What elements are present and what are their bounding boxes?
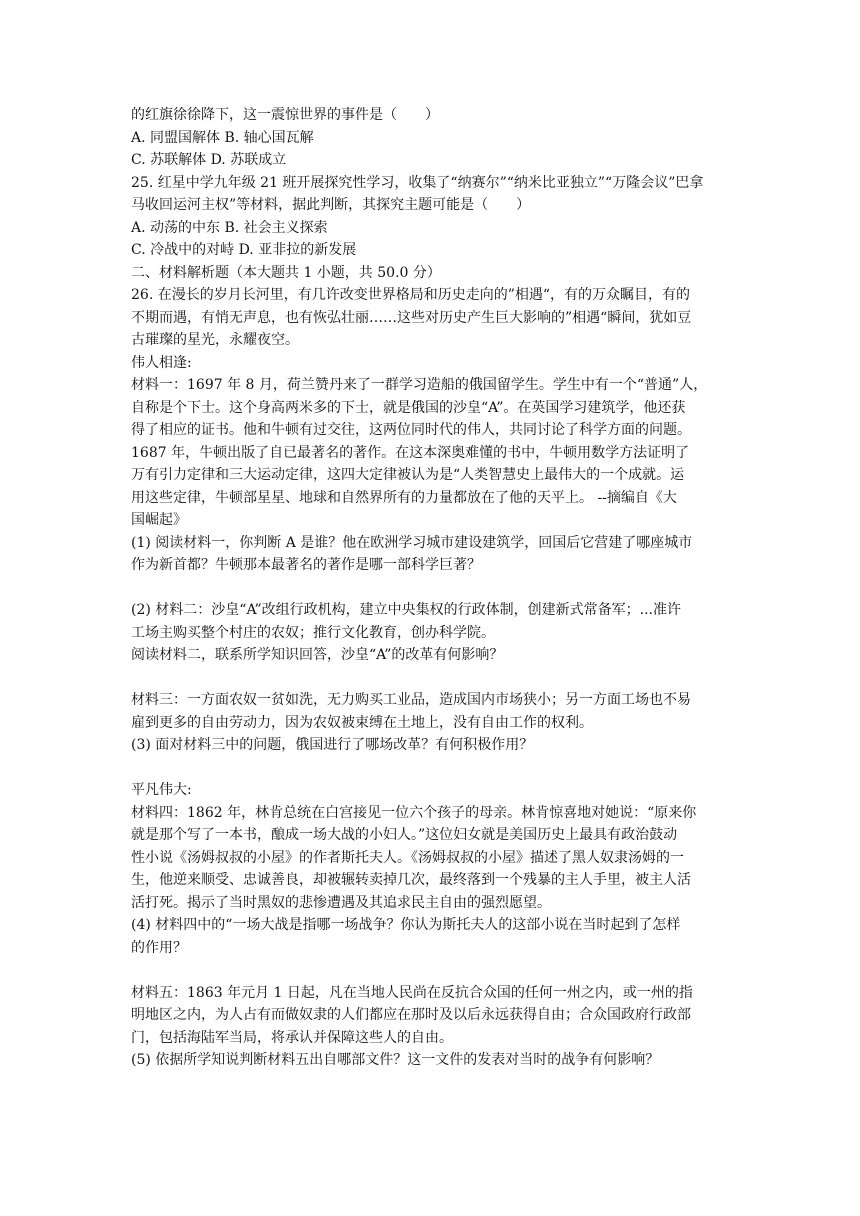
text-line: 工场主购买整个村庄的农奴；推行文化教育，创办科学院。: [131, 624, 495, 641]
document-page: [131, 104, 721, 1072]
text-line: 材料五：1863 年元月 1 日起，凡在当地人民尚在反抗合众国的任何一州之内，或一州的指: [131, 984, 693, 1001]
text-line: 作为新首都？牛顿那本最著名的著作是哪一部科学巨著？: [131, 557, 481, 573]
text-line: 二、材料解析题（本大题共 1 小题，共 50.0 分）: [131, 264, 441, 281]
text-line: A. 动荡的中东 B. 社会主义探索: [131, 219, 328, 236]
text-line: 25. 红星中学九年级 21 班开展探究性学习，收集了“纳赛尔”“纳米比亚独立”“万隆会议”巴拿: [131, 174, 704, 191]
text-line: 26. 在漫长的岁月长河里，有几许改变世界格局和历史走向的”相遇“，有的万众瞩目，有的: [131, 287, 691, 303]
text-line: 材料一：1697 年 8 月，荷兰赞丹来了一群学习造船的俄国留学生。学生中有一个“普通”人，: [131, 377, 708, 393]
text-line: 材料三：一方面农奴一贫如洗，无力购买工业品，造成国内市场狭小；另一方面工场也不易: [131, 692, 691, 708]
text-line: (4) 材料四中的“一场大战是指哪一场战争？你认为斯托夫人的这部小说在当时起到了怎样: [131, 917, 681, 933]
blank-line: [131, 757, 721, 780]
text-line: 材料四：1862 年，林肯总统在白宫接见一位六个孩子的母亲。林肯惊喜地对她说：“原来你: [131, 804, 697, 821]
text-line: 雇到更多的自由劳动力，因为农奴被束缚在土地上，没有自由工作的权利。: [131, 714, 593, 731]
text-line: 马收回运河主权”等材料，据此判断，其探究主题可能是（ ）: [131, 197, 531, 213]
text-line: 的红旗徐徐降下，这一震惊世界的事件是（ ）: [131, 107, 439, 123]
text-line: C. 苏联解体 D. 苏联成立: [131, 152, 287, 168]
text-line: 生，他逆来顺受、忠诚善良，却被辗转卖掉几次，最终落到一个残暴的主人手里，被主人活: [131, 872, 691, 888]
text-line: 用这些定律，牛顿部星星、地球和自然界所有的力量都放在了他的天平上。 --摘编自《大: [131, 489, 677, 506]
text-line: C. 冷战中的对峙 D. 亚非拉的新发展: [131, 242, 357, 258]
text-line: 万有引力定律和三大运动定律，这四大定律被认为是“人类智慧史上最伟大的一个成就。运: [131, 467, 685, 483]
text-line: 古璀璨的星光，永耀夜空。: [131, 332, 299, 348]
text-line: 得了相应的证书。他和牛顿有过交往，这两位同时代的伟人，共同讨论了科学方面的问题。: [131, 422, 691, 438]
text-line: (2) 材料二：沙皇“A”改组行政机构，建立中央集权的行政体制，创建新式常备军；...准许: [131, 602, 681, 618]
text-line: 的作用？: [131, 939, 187, 956]
text-line: (3) 面对材料三中的问题，俄国进行了哪场改革？有何积极作用？: [131, 737, 534, 753]
text-line: 不期而遇，有悄无声息，也有恢弘壮丽……这些对历史产生巨大影响的”相遇“瞬间，犹如豆: [131, 309, 692, 326]
blank-line: [131, 667, 721, 690]
text-line: 性小说《汤姆叔叔的小屋》的作者斯托夫人。《汤姆叔叔的小屋》描述了黑人奴隶汤姆的一: [131, 849, 684, 866]
text-line: 活打死。揭示了当时黑奴的悲惨遭遇及其追求民主自由的强烈愿望。: [131, 894, 551, 911]
blank-line: [131, 577, 721, 600]
text-line: 自称是个下士。这个身高两米多的下士，就是俄国的沙皇“A”。在英国学习建筑学，他还获: [131, 399, 686, 416]
text-line: 国崛起》: [131, 512, 187, 528]
blank-line: [131, 959, 721, 982]
text-line: 阅读材料二，联系所学知识回答，沙皇“A”的改革有何影响？: [131, 647, 504, 663]
text-line: (1) 阅读材料一，你判断 A 是谁？他在欧洲学习城市建设建筑学，回国后它营建了哪座城市: [131, 534, 693, 551]
text-line: (5) 依据所学知说判断材料五出自哪部文件？这一文件的发表对当时的战争有何影响？: [131, 1052, 660, 1068]
text-line: 伟人相逢:: [131, 354, 192, 371]
text-line: A. 同盟国解体 B. 轴心国瓦解: [131, 129, 314, 146]
text-line: 明地区之内，为人占有而做奴隶的人们都应在那时及以后永远获得自由；合众国政府行政部: [131, 1007, 691, 1023]
text-line: 平凡伟大:: [131, 782, 192, 798]
text-line: 就是那个写了一本书，酿成一场大战的小妇人。”这位妇女就是美国历史上最具有政治鼓动: [131, 827, 678, 843]
text-line: 门，包括海陆军当局，将承认并保障这些人的自由。: [131, 1029, 453, 1046]
text-line: 1687 年，牛顿出版了自已最著名的著作。在这本深奥难懂的书中，牛顿用数学方法证明了: [131, 444, 690, 461]
